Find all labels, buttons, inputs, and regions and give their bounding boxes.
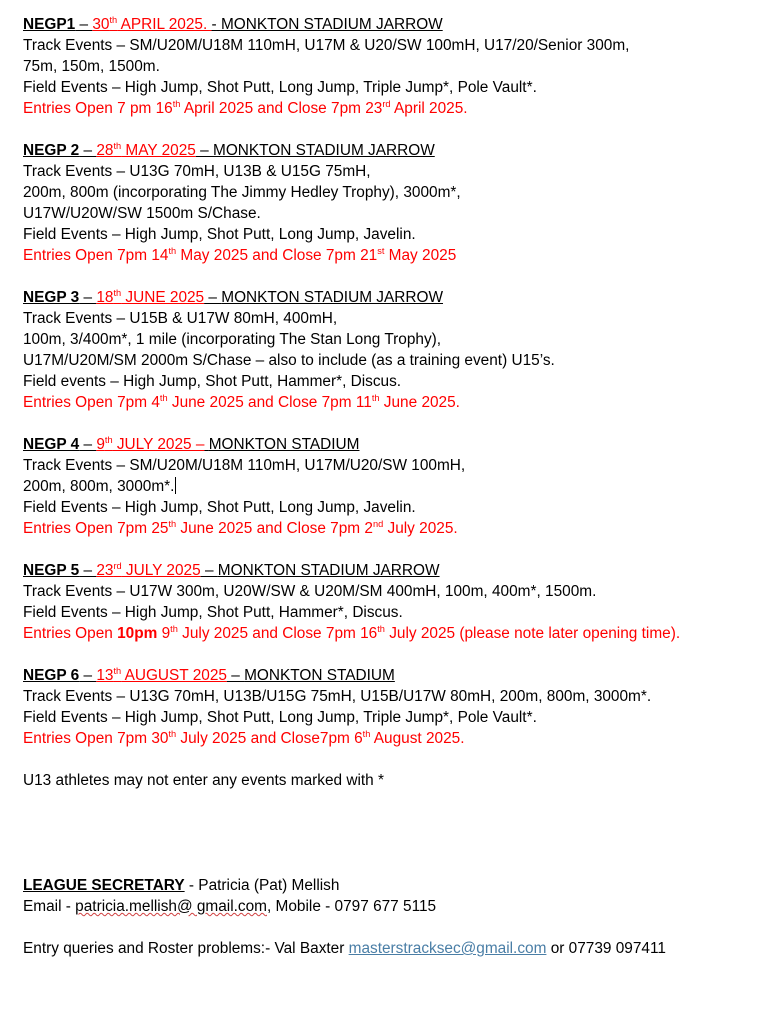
track-events-line: 75m, 150m, 1500m. <box>23 58 160 75</box>
meeting-negp3 <box>23 287 768 413</box>
meeting-title: NEGP 2 <box>23 142 80 159</box>
meeting-venue: MONKTON STADIUM JARROW <box>217 562 440 579</box>
field-events-line: Field Events – High Jump, Shot Putt, Hammer*, Discus. <box>23 604 403 621</box>
text-cursor <box>175 477 176 494</box>
track-events-line: Track Events – U17W 300m, U20W/SW & U20M/SM 400mH, 100m, 400m*, 1500m. <box>23 583 597 600</box>
spacer <box>23 917 768 938</box>
meeting-date: 18th JUNE 2025 <box>96 287 205 306</box>
u13-note: U13 athletes may not enter any events marked with * <box>23 772 385 789</box>
meeting-date: 9th JULY 2025 – <box>96 434 205 453</box>
meeting-negp6 <box>23 665 768 749</box>
track-events-line: U17M/U20M/SM 2000m S/Chase – also to include (as a training event) U15’s. <box>23 352 555 369</box>
secretary-mobile: , Mobile - 0797 677 5115 <box>266 898 437 915</box>
meeting-heading: NEGP 6 – 13th AUGUST 2025 – MONKTON STADIUM <box>23 665 395 684</box>
field-events-line: Field Events – High Jump, Shot Putt, Long Jump, Triple Jump*, Pole Vault*. <box>23 709 537 726</box>
track-events-line: 200m, 800m (incorporating The Jimmy Hedley Trophy), 3000m*, <box>23 184 461 201</box>
meeting-negp4 <box>23 434 768 539</box>
entries-line: Entries Open 7 pm 16th April 2025 and Close 7pm 23rd April 2025. <box>23 98 468 117</box>
meeting-venue: MONKTON STADIUM JARROW <box>221 289 443 306</box>
meeting-date: 28th MAY 2025 <box>96 140 196 159</box>
document-page <box>23 14 768 959</box>
entry-queries-line: Entry queries and Roster problems:- Val Baxter masterstracksec@gmail.com or 07739 097411 <box>23 940 666 957</box>
entries-line: Entries Open 7pm 14th May 2025 and Close 7pm 21st May 2025 <box>23 245 457 264</box>
secretary-name: - Patricia (Pat) Mellish <box>184 877 340 894</box>
meeting-negp5 <box>23 560 768 644</box>
track-events-line: Track Events – U13G 70mH, U13B & U15G 75mH, <box>23 163 371 180</box>
meeting-title: NEGP 3 <box>23 289 80 306</box>
meeting-negp2 <box>23 140 768 266</box>
opening-time-bold: 10pm <box>117 625 158 642</box>
league-secretary-line <box>23 875 768 896</box>
field-events-line: Field Events – High Jump, Shot Putt, Long Jump, Javelin. <box>23 499 416 516</box>
track-events-line: Track Events – SM/U20M/U18M 110mH, U17M/U20/SW 100mH, <box>23 457 466 474</box>
meeting-date: 13th AUGUST 2025 <box>96 665 227 684</box>
meeting-venue: MONKTON STADIUM <box>208 436 360 453</box>
meeting-date: 23rd JULY 2025 <box>96 560 201 579</box>
meeting-negp1 <box>23 14 768 119</box>
track-events-line: Track Events – U15B & U17W 80mH, 400mH, <box>23 310 338 327</box>
entries-line: Entries Open 7pm 25th June 2025 and Close 7pm 2nd July 2025. <box>23 518 458 537</box>
meeting-venue: MONKTON STADIUM JARROW <box>213 142 435 159</box>
entries-line: Entries Open 7pm 4th June 2025 and Close 7pm 11th June 2025. <box>23 392 460 411</box>
track-events-line: Track Events – SM/U20M/U18M 110mH, U17M & U20/SW 100mH, U17/20/Senior 300m, <box>23 37 630 54</box>
meeting-venue: MONKTON STADIUM JARROW <box>220 16 443 33</box>
meeting-heading: NEGP1 – 30th APRIL 2025. - MONKTON STADIUM JARROW <box>23 14 443 33</box>
meeting-heading: NEGP 2 – 28th MAY 2025 – MONKTON STADIUM JARROW <box>23 140 435 159</box>
secretary-contact-line: Email - patricia.mellish@ gmail.com, Mobile - 0797 677 5115 <box>23 898 437 915</box>
field-events-line: Field Events – High Jump, Shot Putt, Long Jump, Triple Jump*, Pole Vault*. <box>23 79 537 96</box>
spacer <box>23 791 768 875</box>
heading-separator: – <box>75 16 93 33</box>
queries-email-link[interactable]: masterstracksec@gmail.com <box>348 940 547 957</box>
entries-line: Entries Open 10pm 9th July 2025 and Close 7pm 16th July 2025 (please note later opening time). <box>23 623 681 642</box>
track-events-line: 100m, 3/400m*, 1 mile (incorporating The Stan Long Trophy), <box>23 331 442 348</box>
meeting-title: NEGP 4 <box>23 436 80 453</box>
track-events-line: U17W/U20W/SW 1500m S/Chase. <box>23 205 261 222</box>
entries-line: Entries Open 7pm 30th July 2025 and Close7pm 6th August 2025. <box>23 728 465 747</box>
meeting-date: 30th APRIL 2025. <box>92 14 212 33</box>
track-events-line: Track Events – U13G 70mH, U13B/U15G 75mH, U15B/U17W 80mH, 200m, 800m, 3000m*. <box>23 688 652 705</box>
field-events-line: Field Events – High Jump, Shot Putt, Long Jump, Javelin. <box>23 226 416 243</box>
meeting-title: NEGP1 <box>23 16 76 33</box>
meeting-heading: NEGP 5 – 23rd JULY 2025 – MONKTON STADIUM JARROW <box>23 560 440 579</box>
meeting-heading: NEGP 4 – 9th JULY 2025 – MONKTON STADIUM <box>23 434 360 453</box>
meeting-venue: MONKTON STADIUM <box>244 667 395 684</box>
meeting-title: NEGP 6 <box>23 667 80 684</box>
secretary-email: patricia.mellish@ gmail.com <box>75 898 267 915</box>
meeting-title: NEGP 5 <box>23 562 80 579</box>
secretary-heading: LEAGUE SECRETARY <box>23 877 185 894</box>
meeting-heading: NEGP 3 – 18th JUNE 2025 – MONKTON STADIUM JARROW <box>23 287 443 306</box>
track-events-line-with-cursor[interactable]: 200m, 800m, 3000m*. <box>23 478 175 495</box>
field-events-line: Field events – High Jump, Shot Putt, Hammer*, Discus. <box>23 373 402 390</box>
